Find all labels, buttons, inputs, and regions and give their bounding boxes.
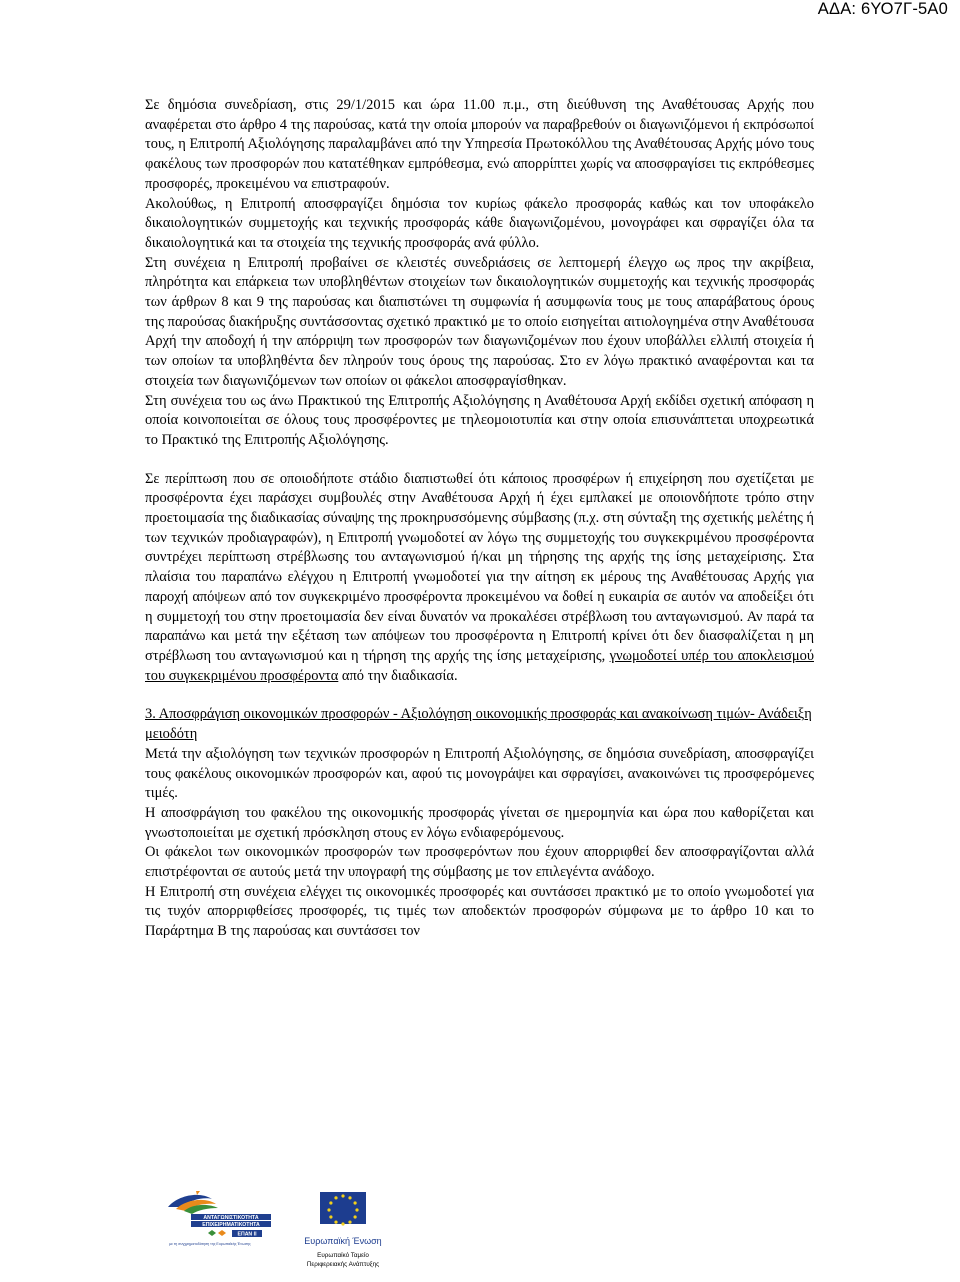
paragraph-rejected-envelopes: Οι φάκελοι των οικονομικών προσφορών των προσφερόντων που έχουν απορριφθεί δεν αποσφραγίζονται αλλά επιστρέφονται σε αυτούς μετά την υπογραφή της σύμβασης με τον επιλεγέντα ανάδοχο. [145, 844, 814, 881]
espa-logo [148, 1189, 273, 1259]
spacer [145, 686, 814, 705]
paragraph-financial-unsealing: Μετά την αξιολόγηση των τεχνικών προσφορών η Επιτροπή Αξιολόγησης, σε δημόσια συνεδρίαση, αποσφραγίζει τους φακέλους οικονομικών προσφορών και, αφού τις μονογράψει και σφραγίσει, ανακοινώνει τις προσφερόμενες τιμές. [145, 745, 814, 802]
paragraph-evaluation-report: Η Επιτροπή στη συνέχεια ελέγχει τις οικονομικές προσφορές και συντάσσει πρακτικό με το οποίο γνωμοδοτεί για τις τυχόν απορριφθείσες προσφορές, τις τιμές των αποδεκτών προσφορών σύμφωνα με το άρθρο 10 και το Παράρτημα Β της παρούσας και συντάσσει τον [145, 883, 814, 940]
spacer [145, 451, 814, 470]
eu-line-1: Ευρωπαϊκή Ένωση [304, 1236, 382, 1246]
document-body [145, 96, 814, 942]
paragraph-opening-session [145, 96, 814, 195]
espa-line-3: ΕΠΑΝ ΙΙ [237, 1231, 257, 1238]
paragraph-conflict-of-interest [145, 470, 814, 687]
underlined-text: γνωμοδοτεί υπέρ του αποκλεισμού του συγκεκριμένου προσφέροντα [145, 647, 814, 684]
footer-logos [0, 1180, 960, 1279]
eu-line-3: Περιφερειακής Ανάπτυξης [306, 1261, 380, 1268]
paragraph-text: Σε δημόσια συνεδρίαση, στις 29/1/2015 και ώρα 11.00 π.μ., στη διεύθυνση της Αναθέτουσας Αρχής που αναφέρεται στο άρθρο 4 της παρούσας, κατά την οποία μπορούν να παραβρεθούν οι διαγωνιζόμενοι ή εκπρόσωποί τους, η Επιτροπή Αξιολόγησης παραλαμβάνει από την Υπηρεσία Πρωτοκόλλου της Αναθέτουσας Αρχής μόνο τους φακέλους των προσφορών που κατατέθηκαν εμπρόθεσμα, ενώ απορρίπτει χωρίς να αποσφραγίσει τις εκπρόθεσμες προσφορές, προκειμένου να επιστραφούν. [145, 97, 814, 192]
paragraph-decision: Στη συνέχεια του ως άνω Πρακτικού της Επιτροπής Αξιολόγησης η Αναθέτουσα Αρχή εκδίδει σχετική απόφαση η οποία κοινοποιείται σε όλους τους προσφέροντες με τηλεομοιοτυπία και στην οποία επισυνάπτεται υποχρεωτικά το Πρακτικό της Επιτροπής Αξιολόγησης. [145, 392, 814, 448]
eu-line-2: Ευρωπαϊκό Ταμείο [317, 1252, 369, 1259]
paragraph-text-tail: από την διαδικασία. [338, 667, 458, 684]
espa-line-1: ΑΝΤΑΓΩΝΙΣΤΙΚΟΤΗΤΑ [203, 1214, 259, 1221]
paragraph-closed-sessions: Στη συνέχεια η Επιτροπή προβαίνει σε κλειστές συνεδριάσεις σε λεπτομερή έλεγχο ως προς την ακρίβεια, πληρότητα και επάρκεια των υποβληθέντων στοιχείων των δικαιολογητικών συμμετοχής και τεχνικής προσφοράς των άρθρων 8 και 9 της παρούσας και διαπιστώνει τη συμφωνία ή ασυμφωνία τους με τους απαράβατους όρους της παρούσας διακήρυξης συντάσσοντας σχετικό πρακτικό με το οποίο εισηγείται αιτιολογημένα στην Αναθέτουσα Αρχή την αποδοχή ή την απόρριψη των προσφορών των διαγωνιζομένων που έχουν υποβάλλει ελλιπή στοιχεία ή των οποίων τα υποβληθέντα δεν πληρούν τους όρους της παρούσας. Στο εν λόγω πρακτικό αναφέρονται και τα στοιχεία των διαγωνιζόμενων των οποίων οι φάκελοι αποσφραγίσθηκαν. [145, 254, 815, 389]
espa-line-2: ΕΠΙΧΕΙΡΗΜΑΤΙΚΟΤΗΤΑ [202, 1221, 260, 1228]
paragraph-text: Σε περίπτωση που σε οποιοδήποτε στάδιο διαπιστωθεί ότι κάποιος προσφέρων ή επιχείρηση που σχετίζεται με προσφέροντα έχει παράσχει συμβουλές στην Αναθέτουσα Αρχή ή έχει εμπλακεί με οποιονδήποτε τρόπο στην προετοιμασία της διαδικασίας σύναψης της προκηρυσσόμενης σύμβασης (π.χ. στη σύνταξη της σχετικής μελέτης ή των τεχνικών προδιαγραφών), η Επιτροπή γνωμοδοτεί αν λόγω της συμμετοχής του συγκεκριμένου προσφέροντα συντρέχει περίπτωση στρέβλωσης του ανταγωνισμού ή/και μη τήρησης της αρχής της ίσης μεταχείρισης. Στα πλαίσια του παραπάνω ελέγχου η Επιτροπή γνωμοδοτεί για την αίτηση εκ μέρους της Αναθέτουσας Αρχής για παροχή απόψεων από τον συγκεκριμένο προσφέροντα προκειμένου να δοθεί η ευκαιρία σε αυτόν να αποδείξει ότι η συμμετοχή του στην προετοιμασία δεν είναι δυνατόν να προκαλέσει στρέβλωση του ανταγωνισμού. Αν παρά τα παραπάνω και μετά την εξέταση των απόψεων του προσφέροντα η Επιτροπή κρίνει ότι δεν διασφαλίζεται η μη στρέβλωση του ανταγωνισμού και η τήρηση της αρχής της ίσης μεταχείρισης, [145, 470, 814, 664]
paragraph-opening-date: Η αποσφράγιση του φακέλου της οικονομικής προσφοράς γίνεται σε ημερομηνία και ώρα που καθορίζεται και γνωστοποιείται με σχετική πρόσκληση στους εν λόγω ενδιαφερόμενους. [145, 804, 814, 841]
section-heading: 3. Αποσφράγιση οικονομικών προσφορών - Αξιολόγηση οικονομικής προσφοράς και ανακοίνωση τιμών- Ανάδειξη μειοδότη [145, 706, 812, 743]
paragraph-unsealing: Ακολούθως, η Επιτροπή αποσφραγίζει δημόσια τον κυρίως φάκελο προσφοράς καθώς και τον υποφάκελο δικαιολογητικών συμμετοχής και τεχνικής προσφοράς κάθε διαγωνιζομένου, μονογράφει και σφραγίζει όλα τα δικαιολογητικά και τα στοιχεία της τεχνικής προσφοράς ανά φύλλο. [145, 195, 814, 251]
ada-code: ΑΔΑ: 6ΥΟ7Γ-5Α0 [817, 0, 948, 18]
eu-flag-logo [298, 1182, 388, 1282]
espa-line-4: με τη συγχρηματοδότηση της Ευρωπαϊκής Ένωσης [169, 1242, 251, 1246]
